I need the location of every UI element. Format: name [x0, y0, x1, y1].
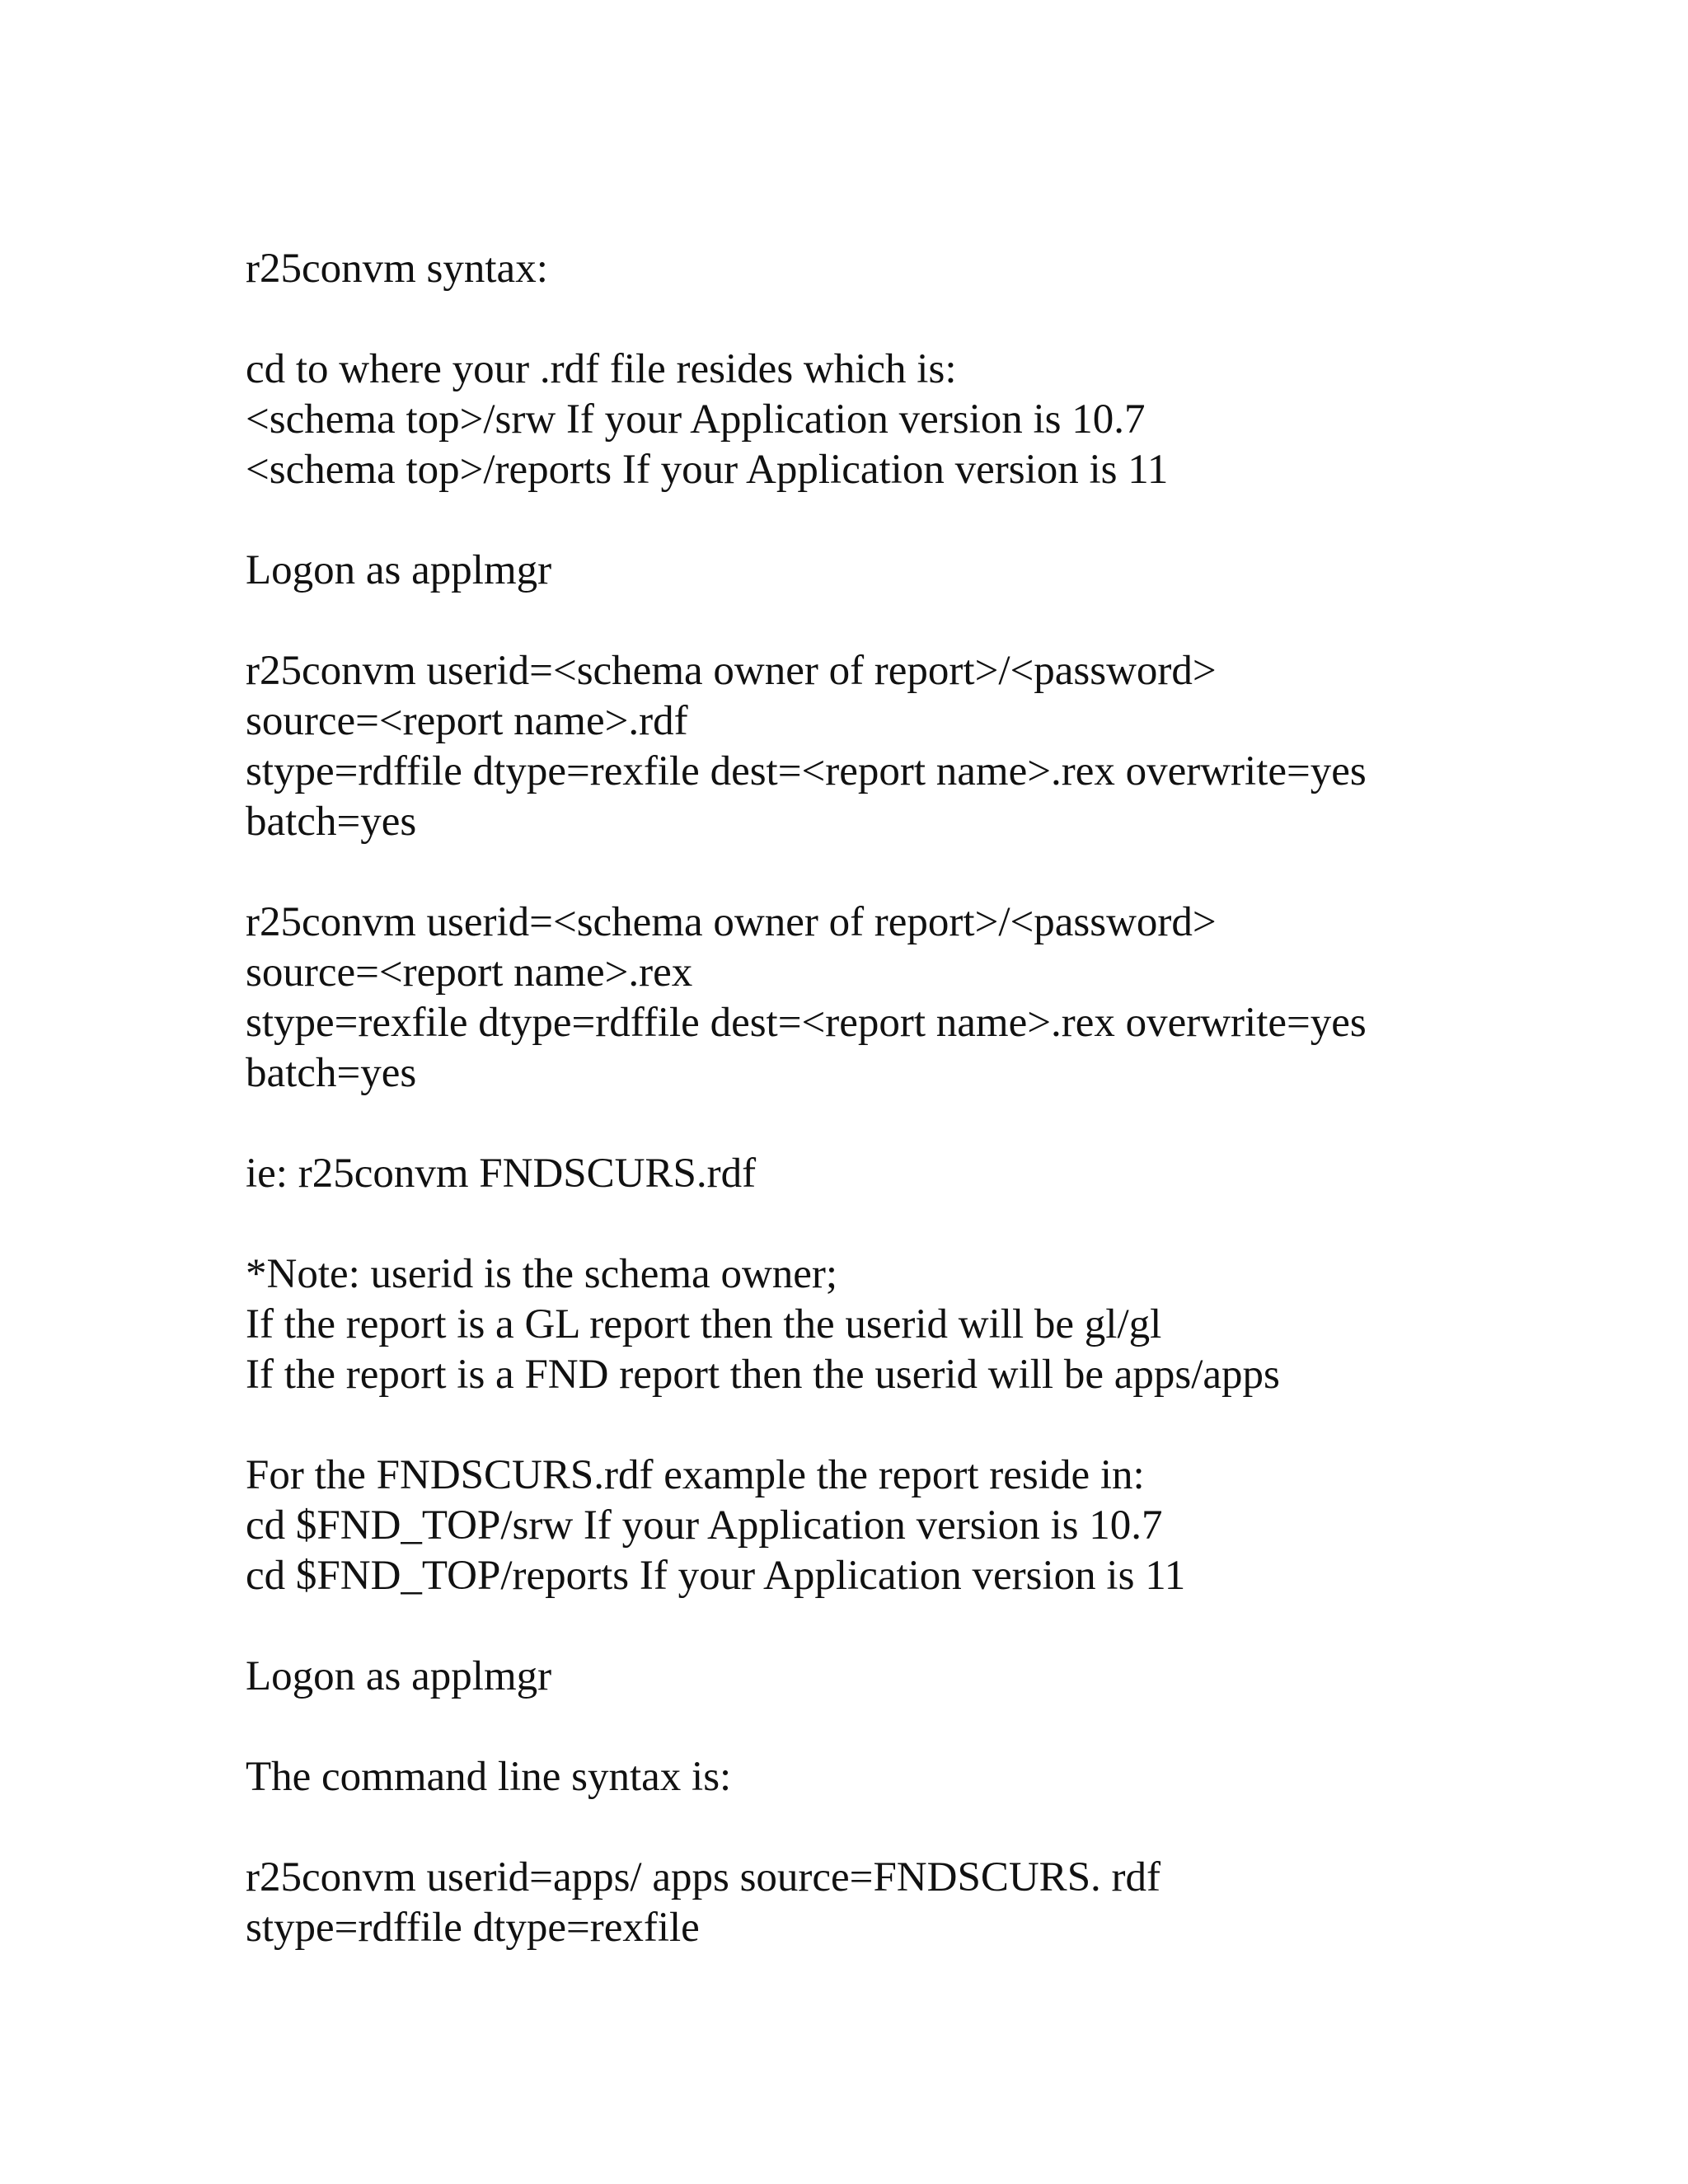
text-line: If the report is a GL report then the userid will be gl/gl: [246, 1301, 1162, 1347]
text-line: <schema top>/srw If your Application version is 10.7: [246, 396, 1146, 443]
paragraph-note: [246, 1249, 1647, 1400]
text-line: <schema top>/reports If your Application version is 11: [246, 447, 1169, 493]
text-line: stype=rdffile dtype=rexfile: [246, 1905, 700, 1951]
text-line: source=<report name>.rex: [246, 949, 693, 996]
text-line: If the report is a FND report then the userid will be apps/apps: [246, 1352, 1280, 1398]
text-line: *Note: userid is the schema owner;: [246, 1251, 838, 1297]
text-line: Logon as applmgr: [246, 547, 552, 593]
text-line: batch=yes: [246, 799, 417, 845]
text-line: cd $FND_TOP/srw If your Application version is 10.7: [246, 1502, 1163, 1549]
paragraph-final-command: [246, 1853, 1647, 1953]
text-line: Logon as applmgr: [246, 1653, 552, 1699]
text-line: The command line syntax is:: [246, 1754, 732, 1800]
paragraph-command-rex-to-rdf: [246, 898, 1647, 1099]
text-line: stype=rdffile dtype=rexfile dest=<report name>.rex overwrite=yes: [246, 748, 1367, 794]
text-line: r25convm userid=<schema owner of report>/<password>: [246, 648, 1217, 694]
paragraph-syntax-heading: [246, 244, 1647, 294]
text-line: source=<report name>.rdf: [246, 698, 688, 744]
text-line: r25convm syntax:: [246, 246, 548, 292]
paragraph-cd-location: [246, 344, 1647, 495]
text-line: batch=yes: [246, 1050, 417, 1096]
paragraph-command-line-intro: [246, 1752, 1647, 1802]
text-line: For the FNDSCURS.rdf example the report reside in:: [246, 1452, 1145, 1498]
paragraph-logon-second: [246, 1652, 1647, 1702]
paragraph-command-rdf-to-rex: [246, 646, 1647, 847]
text-line: r25convm userid=apps/ apps source=FNDSCURS. rdf: [246, 1854, 1161, 1900]
paragraph-fndscurs-location: [246, 1451, 1647, 1601]
text-line: ie: r25convm FNDSCURS.rdf: [246, 1151, 757, 1197]
document-body: [246, 244, 1647, 2004]
paragraph-example: [246, 1149, 1647, 1199]
paragraph-logon: [246, 546, 1647, 596]
text-line: r25convm userid=<schema owner of report>/<password>: [246, 899, 1217, 945]
text-line: cd $FND_TOP/reports If your Application version is 11: [246, 1553, 1186, 1599]
text-line: cd to where your .rdf file resides which is:: [246, 346, 957, 392]
text-line: stype=rexfile dtype=rdffile dest=<report name>.rex overwrite=yes: [246, 1000, 1367, 1046]
